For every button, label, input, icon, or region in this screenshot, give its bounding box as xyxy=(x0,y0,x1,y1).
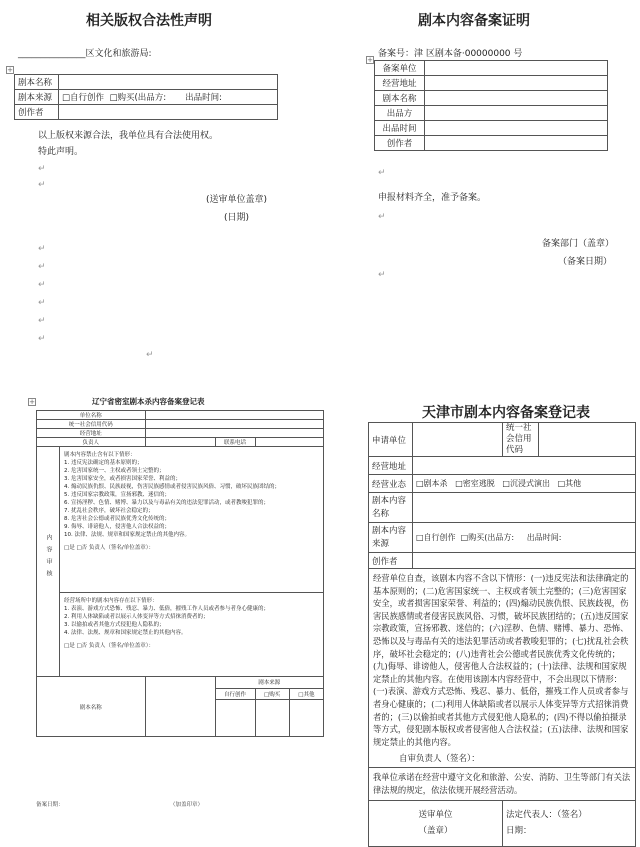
seal-footer: （加盖印章） xyxy=(170,802,204,808)
row-label: 剧本名称 xyxy=(375,91,425,106)
option-escape-room[interactable]: □密室逃脱 xyxy=(455,479,495,488)
filing-certificate-page xyxy=(322,0,640,378)
address-label: 经营地址 xyxy=(369,457,413,475)
review-line: 7. 扰乱社会秩序，破坏社会稳定的； xyxy=(64,508,154,514)
promise-cell xyxy=(369,569,636,768)
row-label: 备案单位 xyxy=(375,61,425,76)
tianjin-registration-form xyxy=(338,384,640,836)
statement-text: 以上版权来源合法，我单位具有合法使用权。 xyxy=(38,131,219,141)
special-declare-text: 特此声明。 xyxy=(38,147,84,157)
review-line: 3. 以偷拍或者其他方式侵犯他人隐私的； xyxy=(64,622,165,629)
paragraph-mark-icon: ↵ xyxy=(38,180,46,190)
option-other[interactable]: □其他 xyxy=(557,479,582,488)
content-name-label: 剧本内容名称 xyxy=(369,493,413,523)
review-block-2 xyxy=(60,593,324,677)
other-option[interactable]: □其他 xyxy=(289,688,323,700)
paragraph-mark-icon: ↵ xyxy=(38,334,46,344)
value-cell[interactable] xyxy=(425,121,608,136)
phone-cell[interactable] xyxy=(255,438,323,447)
review-line: 4. 法律、法规、规章和国家规定禁止的其他内容。 xyxy=(64,630,187,637)
option-self-created[interactable]: □自行创作 xyxy=(416,533,456,542)
review-line: 1. 表演、游戏方式恐怖、残忍、暴力、低俗，摧残工作人员或者参与者身心健康的； xyxy=(64,606,269,613)
review-line: 9. 侮辱、诽谤他人，侵害他人合法权益的； xyxy=(64,524,170,530)
blank-cell[interactable] xyxy=(255,700,289,737)
review-line: 剧本内容禁止含有以下情形： xyxy=(64,452,136,458)
row-label: 经营地址 xyxy=(375,76,425,91)
table-move-handle-icon[interactable]: + xyxy=(29,398,35,406)
content-name-cell[interactable] xyxy=(413,493,636,523)
paragraph-mark-icon: ↵ xyxy=(378,270,386,280)
review-line: 6. 宣扬淫秽、色情、赌博、暴力以及与毒品有关的违法犯罪活动，或者教唆犯罪的； xyxy=(64,500,269,506)
form-title: 天津市剧本内容备案登记表 xyxy=(422,405,590,421)
row-label: 统一社会信用代码 xyxy=(37,420,146,429)
row-label: 出品时间 xyxy=(375,121,425,136)
review-line: 2. 危害国家统一、主权或者领土完整的； xyxy=(64,468,165,474)
script-name-cell[interactable] xyxy=(59,75,278,90)
option-release-time: 出品时间: xyxy=(526,533,562,542)
value-cell[interactable] xyxy=(425,106,608,121)
liaoning-table xyxy=(36,410,324,737)
credit-code-label: 统一社会信用代码 xyxy=(503,423,539,457)
script-source-label: 剧本来源 xyxy=(215,677,323,689)
pledge-text: 我单位承诺在经营中遵守文化和旅游、公安、消防、卫生等部门有关法律法规的规定，依法依规开展经营活动。 xyxy=(373,772,631,795)
check-row[interactable]: □是 □否 负责人（签名/单位盖章）： xyxy=(64,643,154,650)
script-name-cell[interactable] xyxy=(145,677,215,737)
script-name-label: 剧本名称 xyxy=(37,677,146,737)
filing-date-footer: 备案日期： xyxy=(36,802,64,808)
value-cell[interactable] xyxy=(145,429,323,438)
review-line: 10. 法律、法规、规章和国家规定禁止的其他内容。 xyxy=(64,532,190,538)
unit-seal-cell[interactable] xyxy=(369,800,503,846)
approval-text: 申报材料齐全，准予备案。 xyxy=(378,193,487,203)
value-cell[interactable] xyxy=(425,91,608,106)
paragraph-mark-icon: ↵ xyxy=(38,244,46,254)
value-cell[interactable] xyxy=(145,411,323,420)
value-cell[interactable] xyxy=(425,136,608,151)
legal-rep-label: 法定代表人：（签名） xyxy=(506,810,587,820)
row-label: 出品方 xyxy=(375,106,425,121)
promise-text: 经营单位自查，该剧本内容不含以下情形：(一)违反宪法和法律确定的基本原则的；(二)危害国家统一、主权或者领土完整的；(三)危害国家安全，或者损害国家荣誉、利益的；(四)煽动民族仇恨、民族歧视，伤害民族感情或者侵害民族风俗、习惯，破坏民族团结的；(五)违反国家宗教政策，宣扬邪教、迷信的；(六)淫秽、色情、赌博、暴力、恐怖、恐怖以及与毒品有关的违法犯罪活动或者教唆犯罪的；(七)扰乱社会秩序，破坏社会稳定的；(八)违背社会公德或者民族优秀文化传统的；(九)侮辱、诽谤他人，侵害他人合法权益的；(十)法律、法规和国家规定禁止的其他内容。在使用该剧本内容经营中，不会出现以下情形：(一)表演、游戏方式恐怖、残忍、暴力、低俗，摧残工作人员或者参与者身心健康的；(二)利用人体缺陷或者以展示人体变异等方式招徕消费者的；(三)以偷拍或者其他方式侵犯他人隐私的；(四)不得以偷拍摄录等方式，侵犯剧本版权或者侵害他人合法权益；(五)法律、法规和国家规定禁止的其他内容。 xyxy=(373,573,629,747)
value-cell[interactable] xyxy=(425,76,608,91)
paragraph-mark-icon: ↵ xyxy=(38,298,46,308)
review-line: 4. 煽动民族仇恨、民族歧视，伤害民族感情或者侵害民族风俗、习惯，破坏民族团结的； xyxy=(64,484,280,490)
filing-date: （备案日期） xyxy=(558,257,613,267)
declaration-table xyxy=(14,74,278,120)
record-number: 备案号：津 区剧本备·00000000 号 xyxy=(378,49,523,59)
certificate-table xyxy=(374,60,608,151)
row-label: 创作者 xyxy=(375,136,425,151)
seal-label: （盖章） xyxy=(418,826,453,836)
side-label: 内容审核 xyxy=(45,533,52,582)
author-cell[interactable] xyxy=(59,105,278,120)
form-title: 辽宁省密室剧本杀内容备案登记表 xyxy=(92,397,205,406)
business-label: 经营业态 xyxy=(369,475,413,493)
row-label: 经营地址 xyxy=(37,429,146,438)
purchased-option[interactable]: □购买 xyxy=(255,688,289,700)
row-label: 单位名称 xyxy=(37,411,146,420)
unit-label: 送审单位 xyxy=(418,810,453,820)
self-created-option[interactable]: 自行创作 xyxy=(215,688,255,700)
review-line: 2. 利用人体缺陷或者以展示人体变异等方式招徕消费者的； xyxy=(64,614,209,621)
paragraph-mark-icon: ↵ xyxy=(378,168,386,178)
page-title: 相关版权合法性声明 xyxy=(86,13,212,29)
blank-cell[interactable] xyxy=(289,700,323,737)
review-line: 1. 违反宪法确定的基本原则的； xyxy=(64,460,143,466)
review-line: 经营场所中的剧本内容存在以下情形： xyxy=(64,598,158,605)
credit-code-cell[interactable] xyxy=(539,423,636,457)
responsible-signature[interactable]: 自审负责人（签名）： xyxy=(399,754,480,765)
table-move-handle-icon[interactable]: + xyxy=(367,56,373,64)
table-move-handle-icon[interactable]: + xyxy=(7,66,13,74)
page-title: 剧本内容备案证明 xyxy=(418,13,530,29)
paragraph-mark-icon: ↵ xyxy=(38,164,46,174)
address-cell[interactable] xyxy=(413,457,636,475)
review-block-1 xyxy=(60,447,324,593)
option-immersive[interactable]: □沉浸式演出 xyxy=(502,479,550,488)
content-source-label: 剧本内容来源 xyxy=(369,523,413,553)
author-cell[interactable] xyxy=(413,553,636,569)
value-cell[interactable] xyxy=(425,61,608,76)
review-line: 5. 违反国家宗教政策，宣扬邪教、迷信的； xyxy=(64,492,170,498)
source-options-cell[interactable] xyxy=(59,90,278,105)
paragraph-mark-icon: ↵ xyxy=(146,350,154,360)
department-seal: 备案部门（盖章） xyxy=(542,239,615,249)
date-text: (日期) xyxy=(224,213,250,223)
review-line: 8. 危害社会公德或者民族优秀文化传统的； xyxy=(64,516,170,522)
paragraph-mark-icon: ↵ xyxy=(38,262,46,272)
applicant-cell[interactable] xyxy=(413,423,503,457)
legal-rep-cell[interactable] xyxy=(503,800,636,846)
liaoning-registration-form xyxy=(0,384,330,812)
date-label: 日期： xyxy=(506,826,532,836)
applicant-label: 申请单位 xyxy=(369,423,413,457)
contact-label: 负责人 xyxy=(37,438,146,447)
check-row[interactable]: □是 □否 负责人（签名/单位盖章）： xyxy=(64,545,154,551)
row-label-source: 剧本来源 xyxy=(15,90,59,105)
option-purchased[interactable]: □购买(出品方: xyxy=(460,533,515,542)
copyright-declaration-page xyxy=(0,0,318,378)
phone-label: 联系电话 xyxy=(215,438,255,447)
pledge-cell xyxy=(369,768,636,800)
tianjin-table xyxy=(368,422,636,847)
option-purchased[interactable]: □购买(出品方: xyxy=(109,93,167,103)
row-label-author: 创作者 xyxy=(15,105,59,120)
content-source-options[interactable] xyxy=(413,523,636,553)
row-label-name: 剧本名称 xyxy=(15,75,59,90)
author-label: 创作者 xyxy=(369,553,413,569)
addressee-line: _______________区文化和旅游局: xyxy=(18,49,152,59)
review-line: 3. 危害国家安全，或者损害国家荣誉、利益的； xyxy=(64,476,181,482)
option-self-created[interactable]: □自行创作 xyxy=(62,93,105,103)
contact-cell[interactable] xyxy=(145,438,215,447)
paragraph-mark-icon: ↵ xyxy=(378,212,386,222)
value-cell[interactable] xyxy=(145,420,323,429)
blank-cell[interactable] xyxy=(215,700,255,737)
option-release-time: 出品时间: xyxy=(185,93,222,103)
paragraph-mark-icon: ↵ xyxy=(38,280,46,290)
paragraph-mark-icon: ↵ xyxy=(38,316,46,326)
option-script-murder[interactable]: □剧本杀 xyxy=(416,479,448,488)
seal-text: (送审单位盖章) xyxy=(206,195,268,205)
business-options[interactable] xyxy=(413,475,636,493)
